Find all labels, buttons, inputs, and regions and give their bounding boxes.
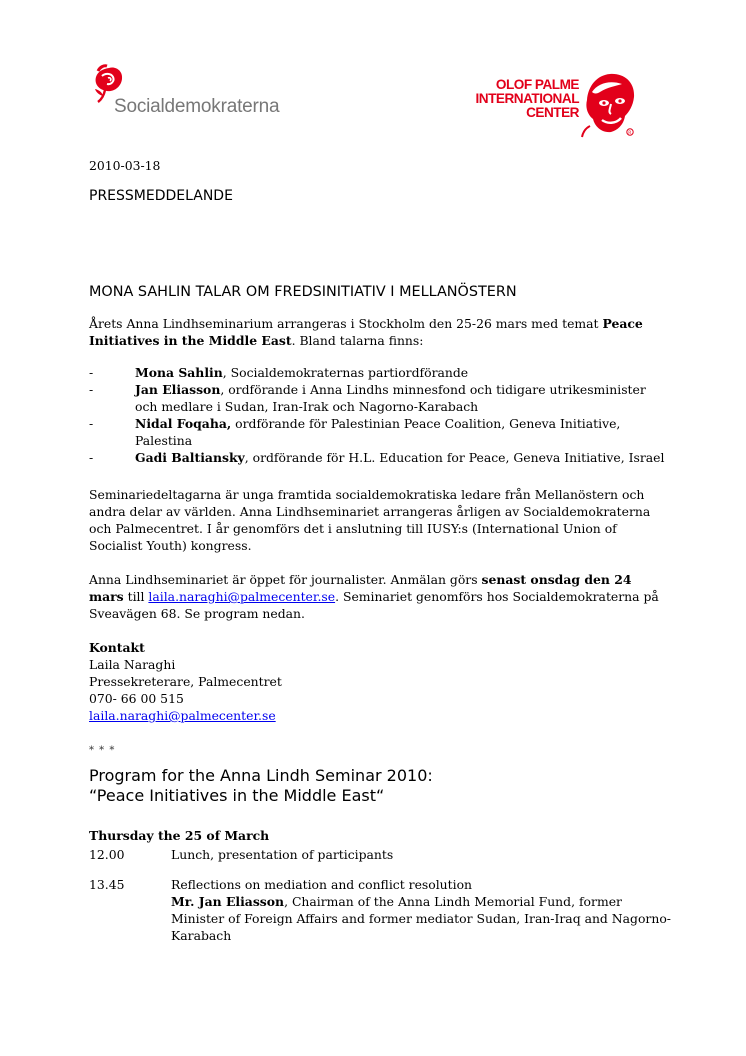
- list-item: - Nidal Foqaha, ordförande för Palestinian Peace Coalition, Geneva Initiative, Palestina: [89, 416, 621, 448]
- registration-deadline: senast onsdag den 24 mars: [89, 572, 632, 604]
- program-day-heading: Thursday the 25 of March: [89, 828, 270, 843]
- socialdemokraterna-logo: [88, 62, 318, 122]
- schedule-time: 12.00: [89, 847, 125, 862]
- contact-title: Pressekreterare, Palmecentret: [89, 674, 282, 689]
- release-date: 2010-03-18: [89, 158, 161, 173]
- speaker-name: Jan Eliasson: [135, 382, 221, 397]
- contact-heading: Kontakt: [89, 640, 145, 655]
- schedule-text: Reflections on mediation and conflict resolution Mr. Jan Eliasson, Chairman of the Anna Lindh Memorial Fund, former Minister of Foreign Affairs and former mediator Sudan, Iran-Iraq and Nagorno-Karabach: [171, 877, 671, 943]
- schedule-time: 13.45: [89, 877, 125, 892]
- contact-phone: 070- 66 00 515: [89, 691, 184, 706]
- speaker-list: [89, 364, 669, 466]
- speaker-name: Nidal Foqaha,: [135, 416, 232, 431]
- speaker-name: Gadi Baltiansky: [135, 450, 245, 465]
- contact-name: Laila Naraghi: [89, 657, 176, 672]
- list-item: - Gadi Baltiansky, ordförande för H.L. Education for Peace, Geneva Initiative, Israel: [89, 450, 665, 465]
- schedule-speaker: Mr. Jan Eliasson: [171, 894, 285, 909]
- contact-block: [89, 639, 389, 724]
- registration-paragraph: Anna Lindhseminariet är öppet för journalister. Anmälan görs senast onsdag den 24 mars till laila.naraghi@palmecenter.se. Seminariet genomförs hos Socialdemokraterna på Sveavägen 68. Se program nedan.: [89, 572, 659, 621]
- list-item: - Jan Eliasson, ordförande i Anna Lindhs minnesfond och tidigare utrikesminister och medlare i Sudan, Iran-Irak och Nagorno-Karabach: [89, 382, 646, 414]
- svg-text:R: R: [628, 130, 632, 136]
- list-item: - Mona Sahlin, Socialdemokraternas partiordförande: [89, 365, 469, 380]
- section-separator: * * *: [89, 745, 116, 756]
- press-release-label: PRESSMEDDELANDE: [89, 188, 233, 204]
- intro-paragraph: Årets Anna Lindhseminarium arrangeras i Stockholm den 25-26 mars med temat Peace Initiatives in the Middle East. Bland talarna finns:: [89, 316, 643, 348]
- program-title: Program for the Anna Lindh Seminar 2010: “Peace Initiatives in the Middle East“: [89, 766, 433, 805]
- olof-palme-center-logo-text: OLOF PALME INTERNATIONAL CENTER: [475, 77, 579, 120]
- page-title: MONA SAHLIN TALAR OM FREDSINITIATIV I MELLANÖSTERN: [89, 284, 517, 300]
- schedule-text: Lunch, presentation of participants: [171, 847, 394, 862]
- olof-palme-center-logo: [464, 68, 644, 140]
- participants-paragraph: Seminariedeltagarna är unga framtida socialdemokratiska ledare från Mellanöstern och andra delar av världen. Anna Lindhseminariet arrangeras årligen av Socialdemokraterna och Palmecentret. I år genomförs det i anslutning till IUSY:s (International Union of Socialist Youth) kongress.: [89, 487, 651, 553]
- olof-palme-portrait-icon: [580, 70, 642, 138]
- seminar-theme: Peace Initiatives in the Middle East: [89, 316, 643, 348]
- speaker-name: Mona Sahlin: [135, 365, 223, 380]
- socialdemokraterna-logo-text: Socialdemokraterna: [114, 96, 280, 117]
- contact-email-link[interactable]: laila.naraghi@palmecenter.se: [89, 708, 276, 723]
- registration-email-link[interactable]: laila.naraghi@palmecenter.se: [148, 589, 336, 604]
